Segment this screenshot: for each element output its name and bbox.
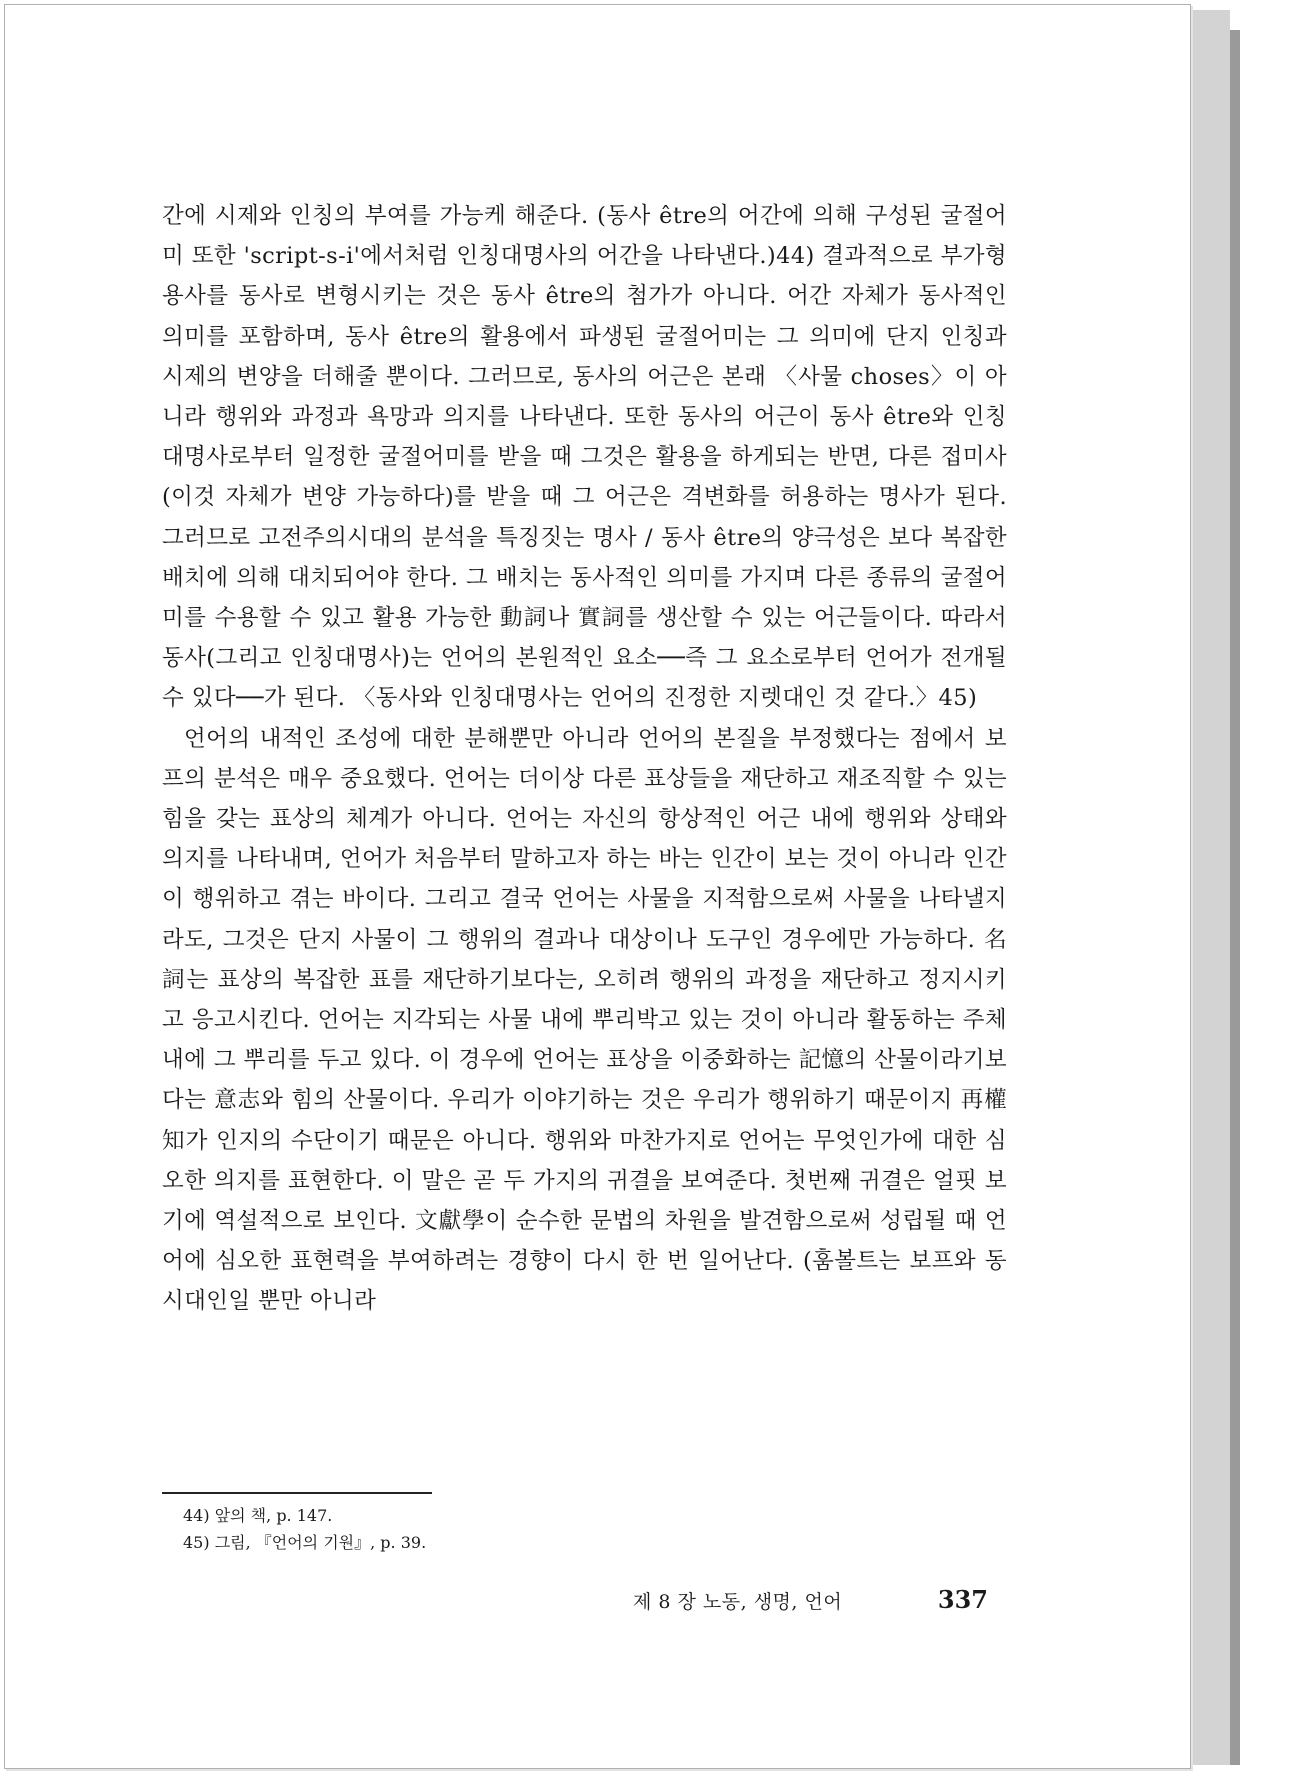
footnote-44: 44) 앞의 책, p. 147.: [183, 1506, 333, 1525]
body-text: [162, 196, 1007, 1322]
paragraph-2: 언어의 내적인 조성에 대한 분해뿐만 아니라 언어의 본질을 부정했다는 점에서 보프의 분석은 매우 중요했다. 언어는 더이상 다른 표상들을 재단하고 재조직할 수 있는 힘을 갖는 표상의 체계가 아니다. 언어는 자신의 항상적인 어근 내에 행위와 상태와 의지를 나타내며, 언어가 처음부터 말하고자 하는 바는 인간이 보는 것이 아니라 인간이 행위하고 겪는 바이다. 그리고 결국 언어는 사물을 지적함으로써 사물을 나타낼지라도, 그것은 단지 사물이 그 행위의 결과나 대상이나 도구인 경우에만 가능하다. 名詞는 표상의 복잡한 표를 재단하기보다는, 오히려 행위의 과정을 재단하고 정지시키고 응고시킨다. 언어는 지각되는 사물 내에 뿌리박고 있는 것이 아니라 활동하는 주체 내에 그 뿌리를 두고 있다. 이 경우에 언어는 표상을 이중화하는 記憶의 산물이라기보다는 意志와 힘의 산물이다. 우리가 이야기하는 것은 우리가 행위하기 때문이지 再權知가 인지의 수단이기 때문은 아니다. 행위와 마찬가지로 언어는 무엇인가에 대한 심오한 의지를 표현한다. 이 말은 곧 두 가지의 귀결을 보여준다. 첫번째 귀결은 얼핏 보기에 역설적으로 보인다. 文獻學이 순수한 문법의 차원을 발견함으로써 성립될 때 언어에 심오한 표현력을 부여하려는 경향이 다시 한 번 일어난다. (훔볼트는 보프와 동시대인일 뿐만 아니라: [162, 725, 1007, 1315]
paragraph-1: 간에 시제와 인칭의 부여를 가능케 해준다. (동사 être의 어간에 의해 구성된 굴절어미 또한 'script-s-i'에서처럼 인칭대명사의 어간을 나타낸다.)44) 결과적으로 부가형용사를 동사로 변형시키는 것은 동사 être의 첨가가 아니다. 어간 자체가 동사적인 의미를 포함하며, 동사 être의 활용에서 파생된 굴절어미는 그 의미에 단지 인칭과 시제의 변양을 더해줄 뿐이다. 그러므로, 동사의 어근은 본래 〈사물 choses〉이 아니라 행위와 과정과 욕망과 의지를 나타낸다. 또한 동사의 어근이 동사 être와 인칭대명사로부터 일정한 굴절어미를 받을 때 그것은 활용을 하게되는 반면, 다른 접미사(이것 자체가 변양 가능하다)를 받을 때 그 어근은 격변화를 허용하는 명사가 된다. 그러므로 고전주의시대의 분석을 특징짓는 명사 / 동사 être의 양극성은 보다 복잡한 배치에 의해 대치되어야 한다. 그 배치는 동사적인 의미를 가지며 다른 종류의 굴절어미를 수용할 수 있고 활용 가능한 動詞나 實詞를 생산할 수 있는 어근들이다. 따라서 동사(그리고 인칭대명사)는 언어의 본원적인 요소──즉 그 요소로부터 언어가 전개될 수 있다──가 된다. 〈동사와 인칭대명사는 언어의 진정한 지렛대인 것 같다.〉45): [162, 203, 1007, 712]
footnote-divider: [162, 1492, 432, 1494]
running-footer: [633, 1587, 988, 1617]
page-edge: [1192, 10, 1230, 1765]
footnotes: [183, 1502, 783, 1556]
chapter-title: 제 8 장 노동, 생명, 언어: [633, 1591, 843, 1613]
footnote-45: 45) 그림, 『언어의 기원』, p. 39.: [183, 1533, 427, 1552]
page-number: 337: [937, 1585, 988, 1614]
page-edge-shadow: [1230, 30, 1240, 1765]
